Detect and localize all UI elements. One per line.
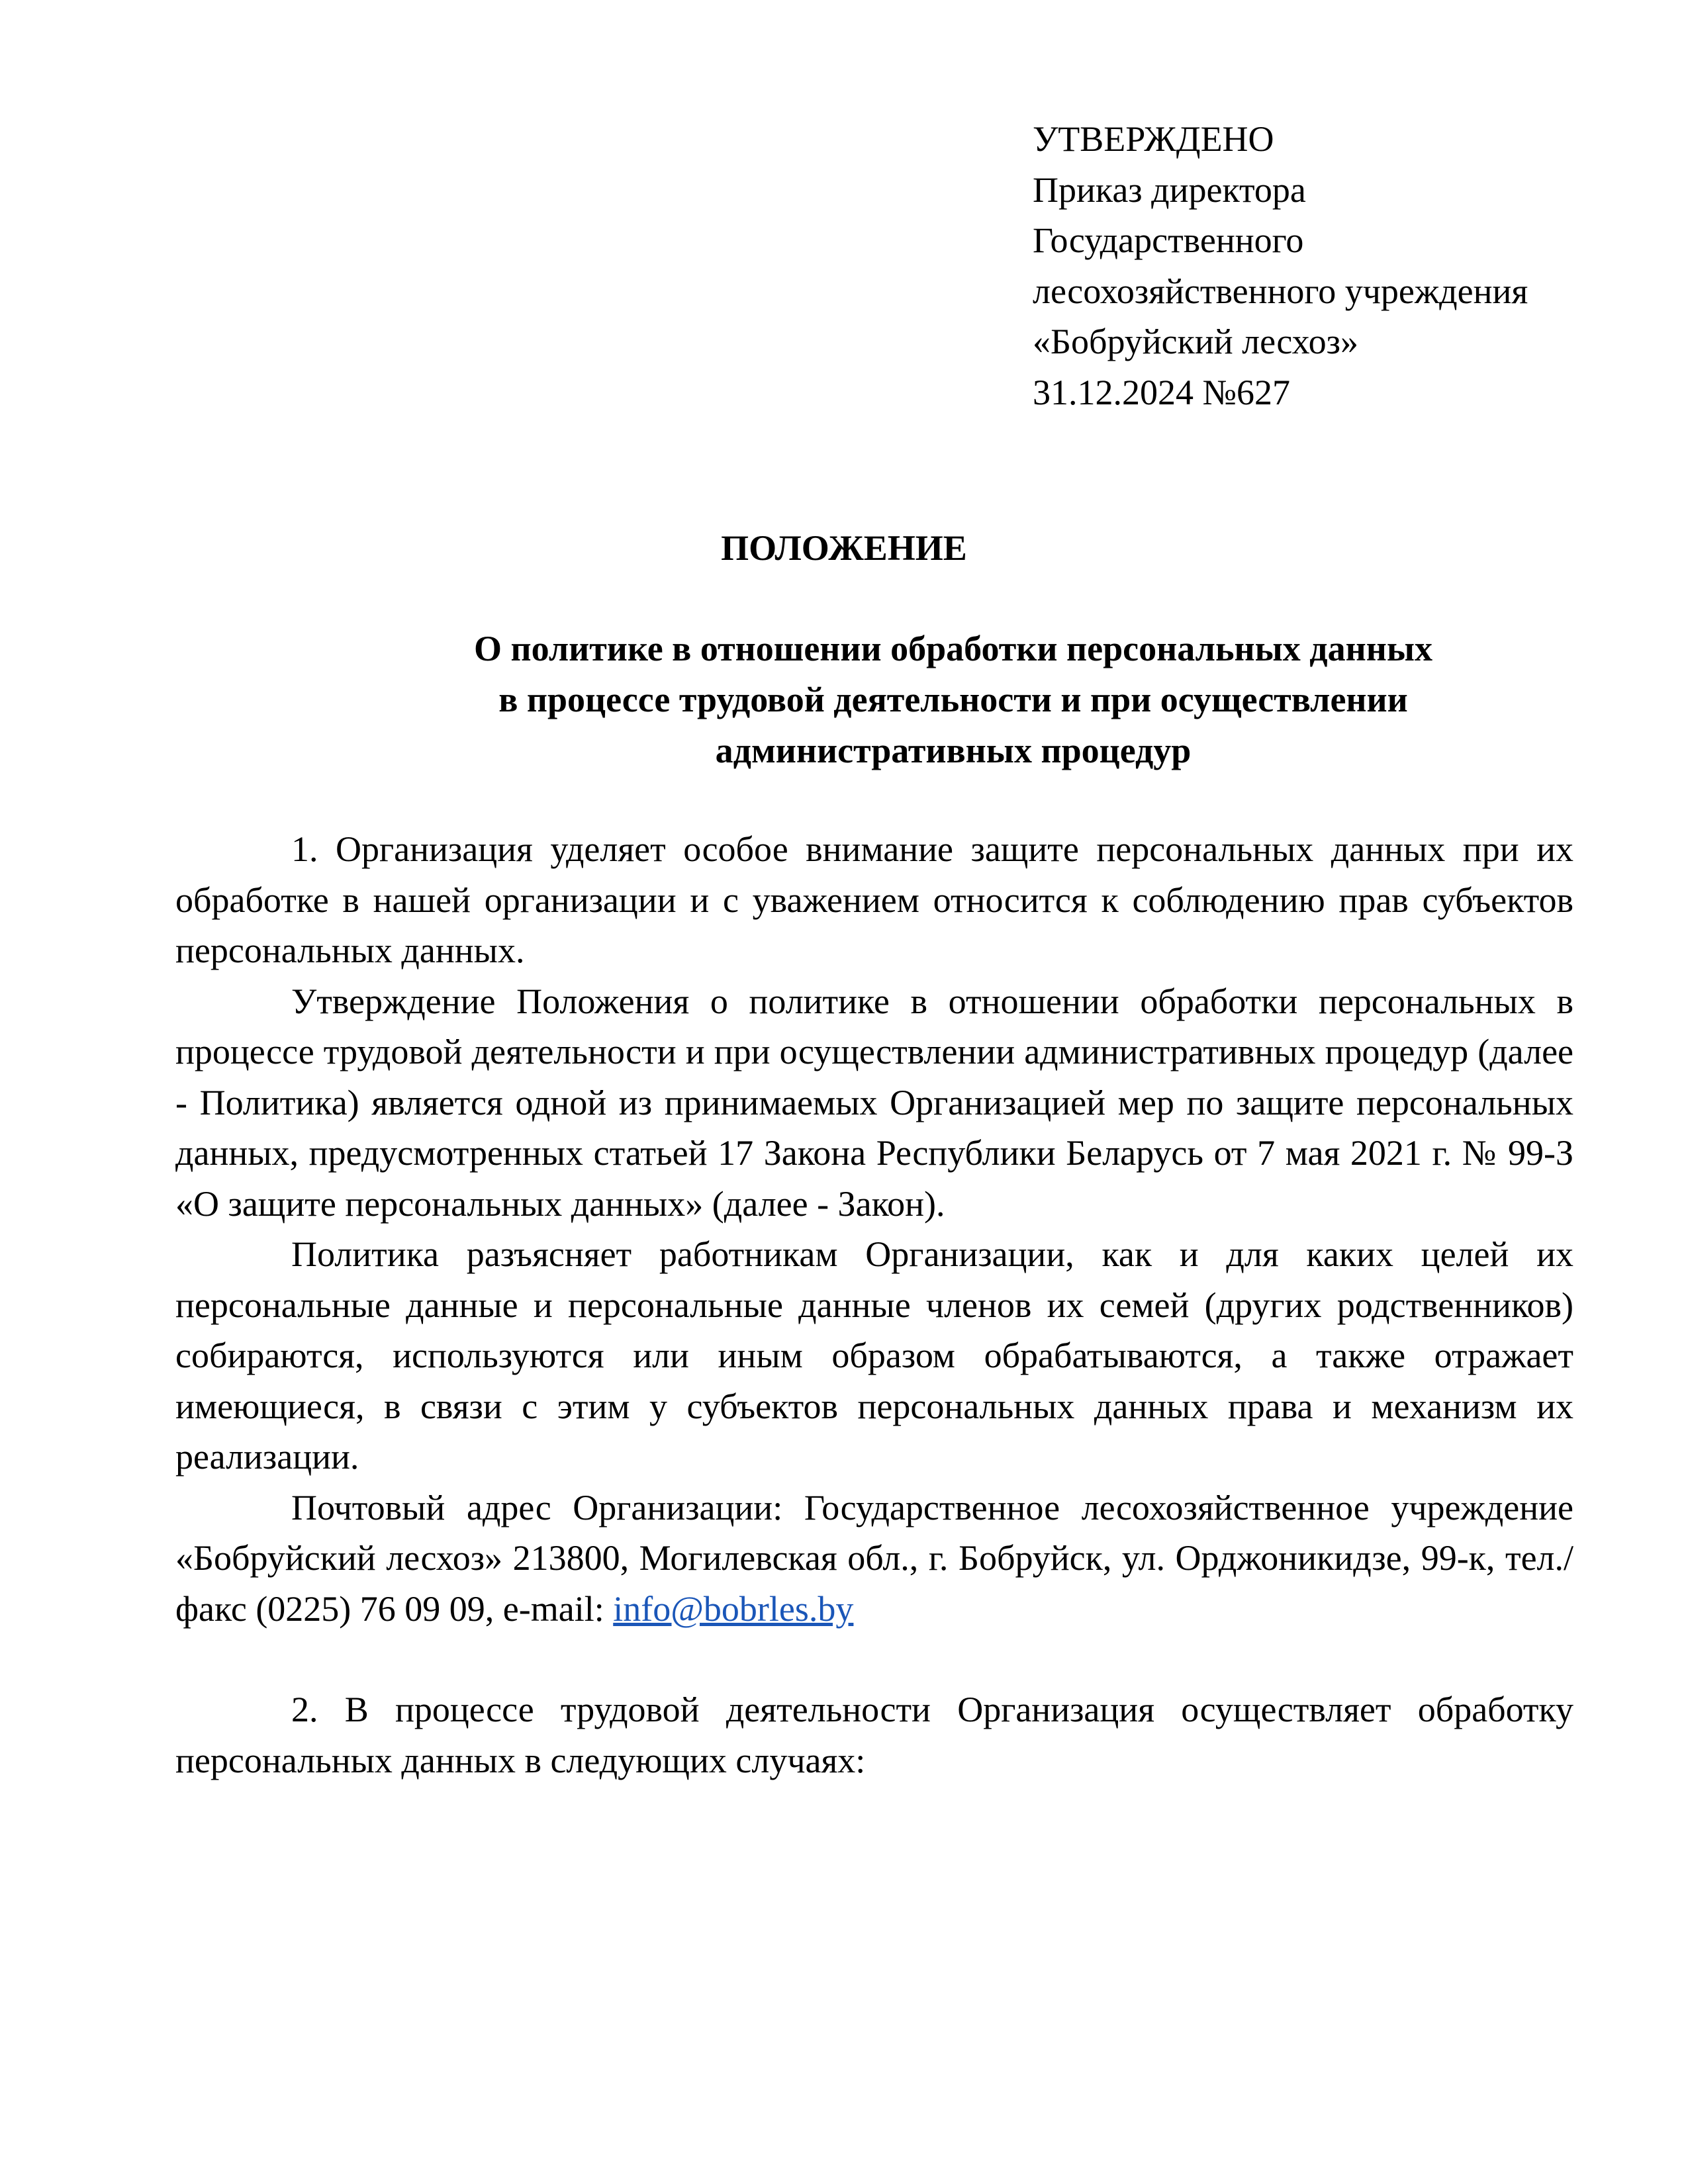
document-body (175, 824, 1573, 1786)
paragraph-section-2: 2. В процессе трудовой деятельности Организация осуществляет обработку персональных данных в следующих случаях: (175, 1690, 1573, 1780)
subtitle-line: О политике в отношении обработки персональных данных (473, 629, 1433, 668)
paragraph-3: Политика разъясняет работникам Организации, как и для каких целей их персональные данные и персональные данные членов их семей (других родственников) собираются, используются или иным образом обрабатываются, а также отражает имеющиеся, в связи с этим у субъектов персональных данных права и механизм их реализации. (175, 1234, 1573, 1477)
subtitle-line: административных процедур (715, 731, 1192, 770)
paragraph-address (175, 1482, 1573, 1635)
document-subtitle (331, 623, 1575, 776)
approval-line: Приказ директора (1033, 169, 1306, 210)
approval-line: 31.12.2024 №627 (1033, 372, 1291, 412)
approval-stamp-block (1033, 114, 1628, 418)
subtitle-line: в процессе трудовой деятельности и при осуществлении (498, 680, 1408, 719)
address-text: Почтовый адрес Организации: Государственное лесохозяйственное учреждение «Бобруйский лесхоз» 213800, Могилевская обл., г. Бобруйск, ул. Орджоникидзе, 99-к, тел./факс (0225) 76 09 09, e-mail: (175, 1487, 1573, 1629)
paragraph-1: 1. Организация уделяет особое внимание защите персональных данных при их обработке в нашей организации и с уважением относится к соблюдению прав субъектов персональных данных. (175, 829, 1573, 970)
approval-line: УТВЕРЖДЕНО (1033, 119, 1274, 159)
approval-line: «Бобруйский лесхоз» (1033, 322, 1358, 361)
document-title: ПОЛОЖЕНИЕ (721, 528, 967, 568)
approval-line: Государственного (1033, 220, 1304, 260)
paragraph-2: Утверждение Положения о политике в отношении обработки персональных в процессе трудовой деятельности и при осуществлении административных процедур (далее - Политика) является одной из принимаемых Организацией мер по защите персональных данных, предусмотренных статьей 17 Закона Республики Беларусь от 7 мая 2021 г. № 99-З «О защите персональных данных» (далее - Закон). (175, 981, 1573, 1224)
email-link[interactable]: info@bobrles.by (613, 1588, 854, 1629)
approval-line: лесохозяйственного учреждения (1033, 271, 1528, 311)
